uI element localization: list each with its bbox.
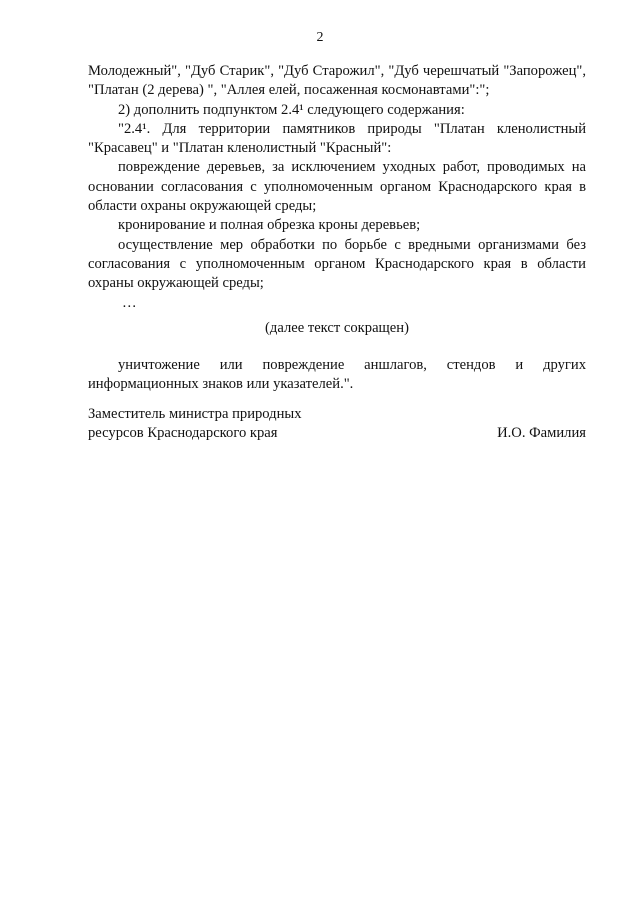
- paragraph-pest-treatment: осуществление мер обработки по борьбе с вредными организмами без согласования с уполномоченным органом Краснодарского края в области охраны окружающей среды;: [88, 236, 586, 292]
- paragraph-add-subpoint: 2) дополнить подпунктом 2.4¹ следующего содержания:: [118, 101, 465, 118]
- page-number: 2: [316, 30, 324, 45]
- paragraph-monument-list: Молодежный", "Дуб Старик", "Дуб Старожил", "Дуб черешчатый "Запорожец", "Платан (2 дерева) ", "Аллея елей, посаженная космонавтами":";: [88, 63, 586, 99]
- paragraph-subpoint-2-4-1: "2.4¹. Для территории памятников природы "Платан кленолистный "Красавец" и "Платан кленолистный "Красный":: [88, 120, 586, 157]
- omission-note: (далее текст сокращен): [265, 319, 409, 336]
- ellipsis: …: [122, 294, 137, 311]
- signatory-position: Заместитель министра природных ресурсов Краснодарского края: [88, 406, 302, 442]
- signature-block: [88, 405, 586, 444]
- document-body: [88, 62, 586, 395]
- paragraph-crown-pruning: кронирование и полная обрезка кроны деревьев;: [118, 217, 421, 234]
- paragraph-tree-damage: повреждение деревьев, за исключением уходных работ, проводимых на основании согласования с уполномоченным органом Краснодарского края в области охраны окружающей среды;: [88, 159, 586, 215]
- paragraph-signs-destruction: уничтожение или повреждение аншлагов, стендов и других информационных знаков или указателей.".: [88, 357, 586, 393]
- signatory-name: И.О. Фамилия: [497, 425, 586, 442]
